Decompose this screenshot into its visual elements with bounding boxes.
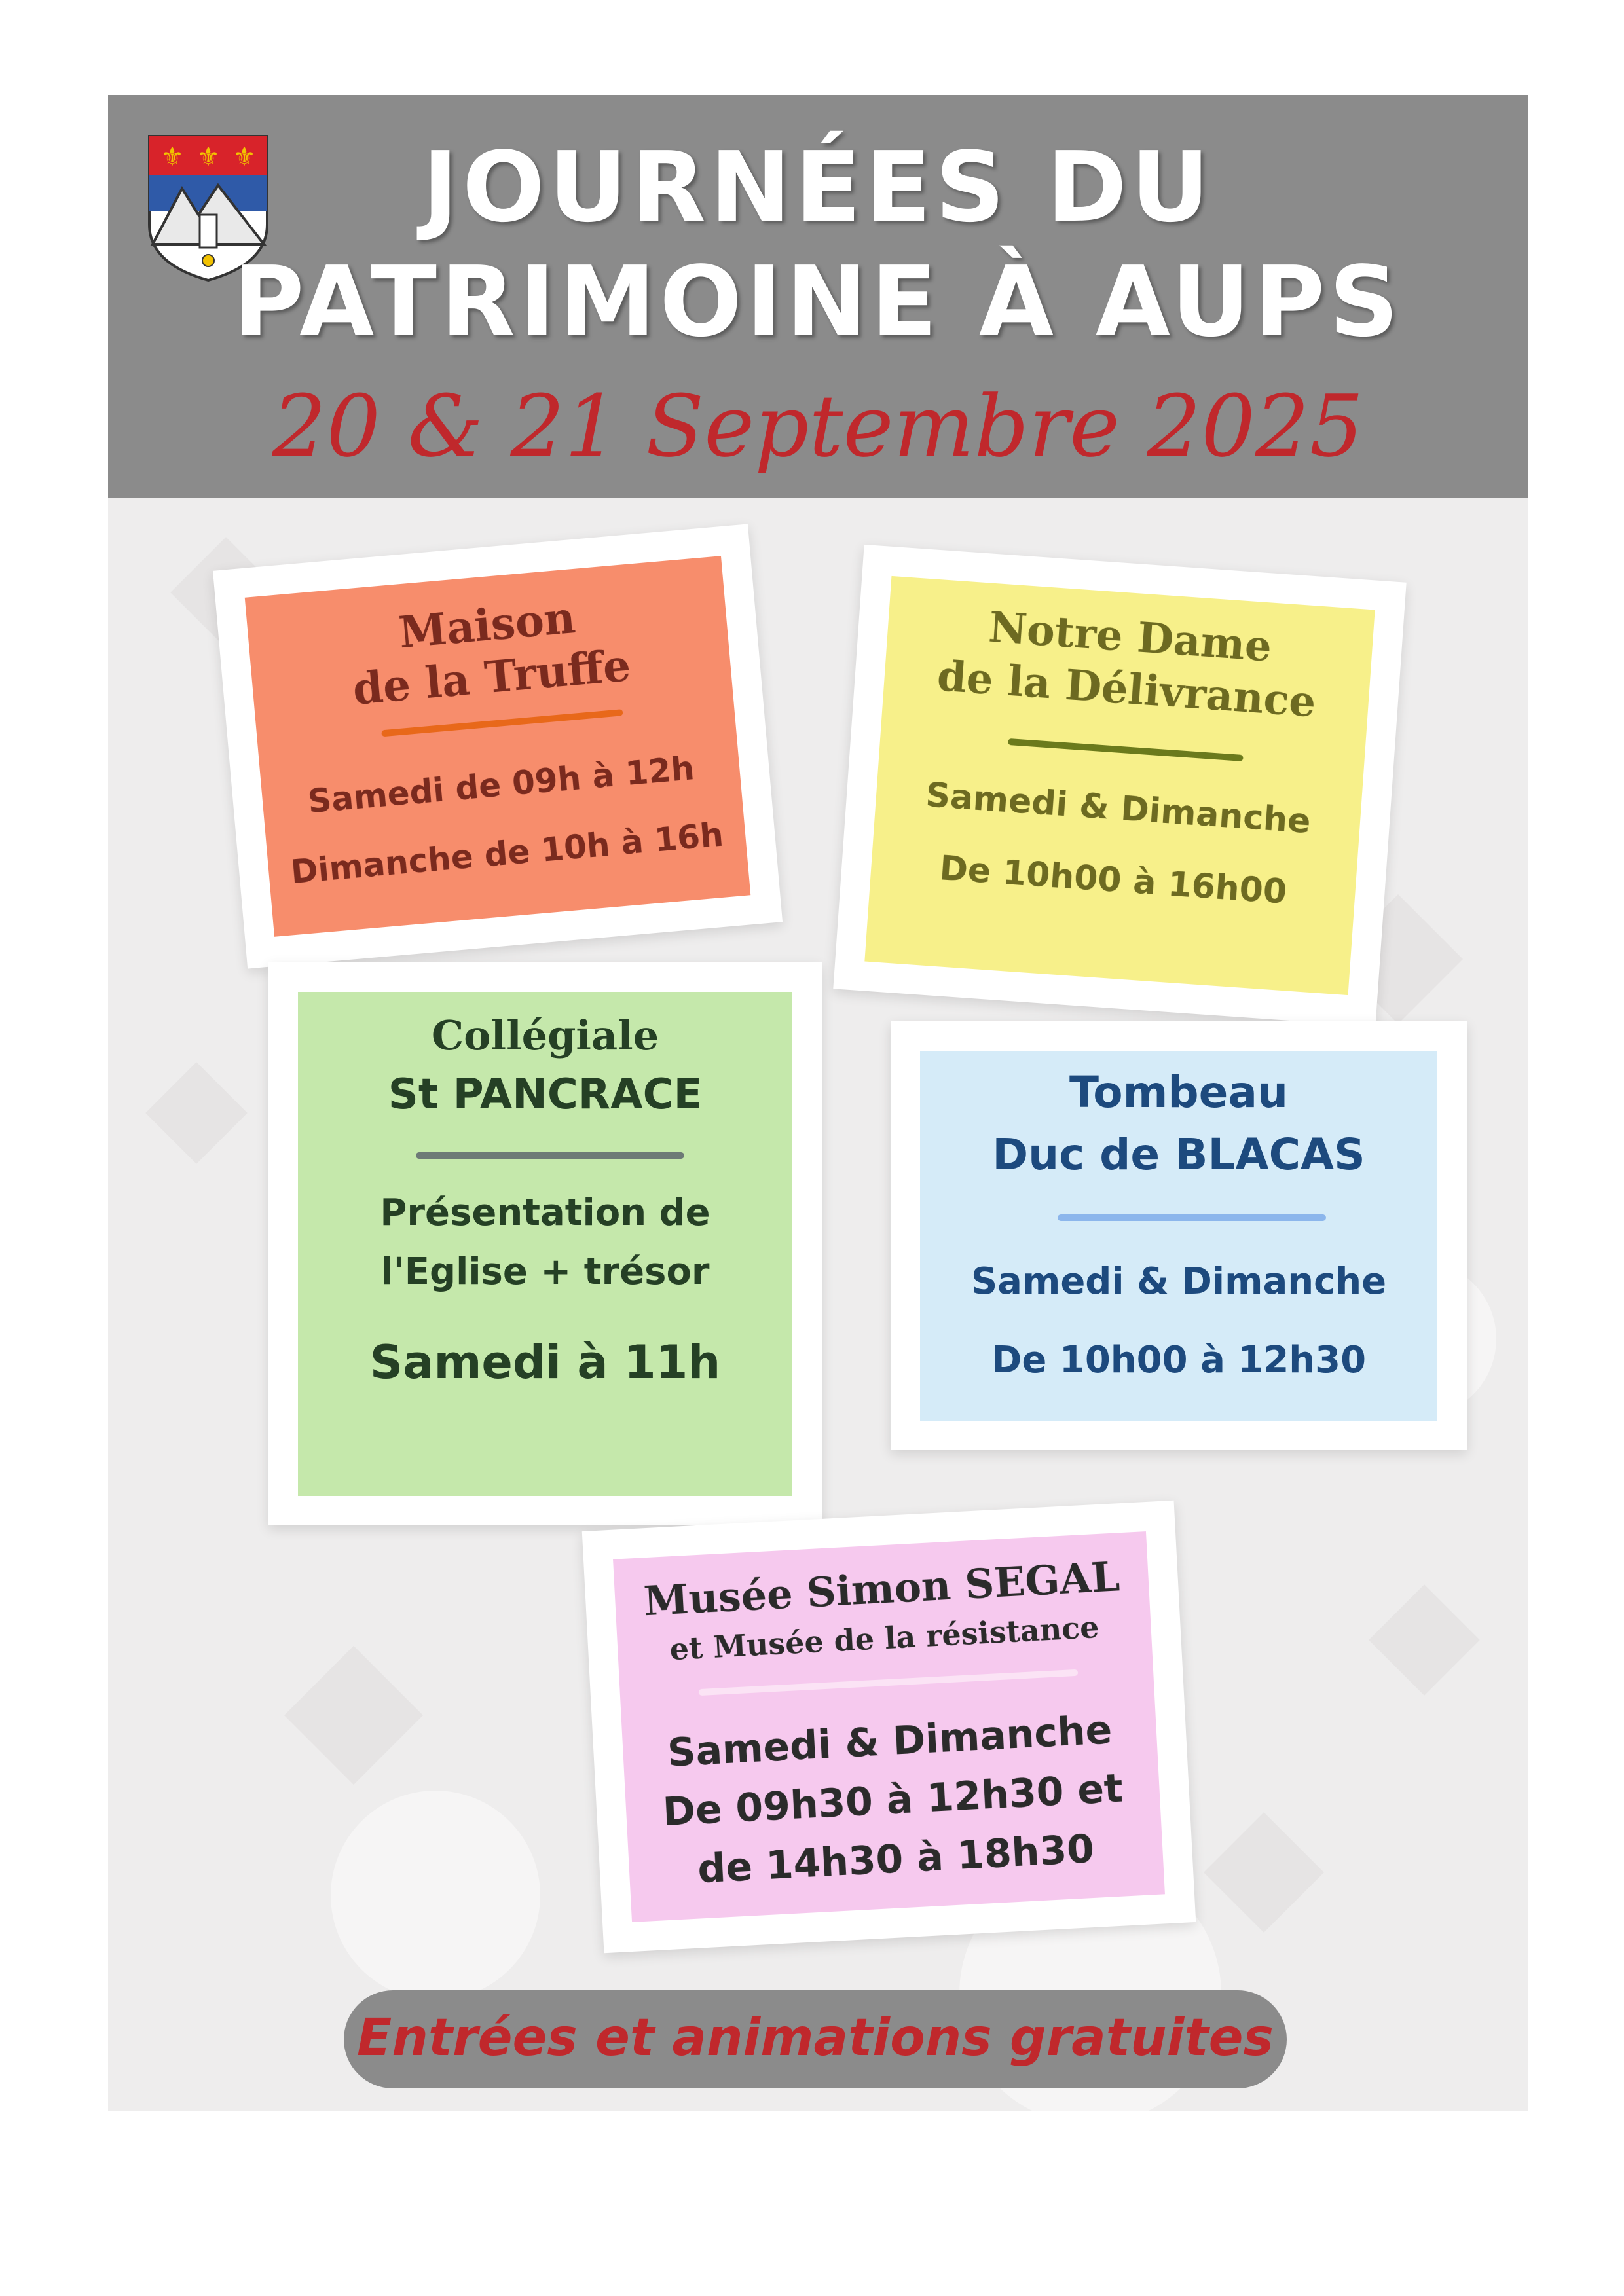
card-title-line: St PANCRACE <box>388 1070 703 1119</box>
card-detail: De 09h30 à 12h30 et <box>661 1765 1124 1836</box>
card-title-line: Duc de BLACAS <box>992 1129 1365 1180</box>
poster <box>108 95 1528 2111</box>
card-detail: Présentation de <box>380 1192 710 1234</box>
title-line-1: JOURNÉES DU <box>422 131 1214 244</box>
card-detail: Samedi de 09h à 12h <box>306 749 696 821</box>
card-divider <box>416 1152 684 1159</box>
card-musee-simon-segal <box>582 1501 1196 1953</box>
event-date: 20 & 21 Septembre 2025 <box>272 376 1364 476</box>
card-title-line: et Musée de la résistance <box>669 1609 1100 1667</box>
card-divider <box>381 709 623 737</box>
card-detail: Samedi & Dimanche <box>970 1260 1387 1303</box>
card-tombeau-duc-blacas <box>891 1021 1467 1450</box>
card-divider <box>699 1669 1079 1696</box>
free-entry-banner <box>344 1990 1287 2088</box>
card-title-line: Tombeau <box>1069 1067 1288 1118</box>
card-title-line: Collégiale <box>431 1011 659 1059</box>
card-title-line: Musée Simon SEGAL <box>642 1552 1121 1626</box>
card-divider <box>1058 1214 1326 1221</box>
card-detail: de 14h30 à 18h30 <box>696 1825 1096 1893</box>
free-entry-text: Entrées et animations gratuites <box>357 2009 1274 2068</box>
card-detail: De 10h00 à 12h30 <box>991 1339 1367 1381</box>
card-maison-truffe <box>213 524 783 968</box>
card-title-line: de la Truffe <box>350 640 633 715</box>
svg-text:⚜: ⚜ <box>232 142 256 172</box>
card-detail: Samedi & Dimanche <box>666 1707 1113 1776</box>
header-banner <box>108 95 1528 498</box>
card-title-line: de la Délivrance <box>935 651 1318 727</box>
card-divider <box>1008 738 1244 761</box>
card-detail: Dimanche de 10h à 16h <box>289 815 725 892</box>
svg-text:⚜: ⚜ <box>160 142 184 172</box>
card-detail: Samedi & Dimanche <box>924 775 1312 842</box>
card-detail: Samedi à 11h <box>369 1336 721 1389</box>
card-collegiale-st-pancrace <box>268 962 822 1525</box>
card-title-line: Notre Dame <box>987 602 1274 672</box>
card-title-line: Maison <box>396 592 578 659</box>
card-detail: l'Eglise + trésor <box>380 1250 710 1293</box>
card-detail: De 10h00 à 16h00 <box>938 848 1288 913</box>
card-notre-dame-delivrance <box>833 545 1406 1027</box>
svg-text:⚜: ⚜ <box>196 142 220 172</box>
title-line-2: PATRIMOINE À AUPS <box>233 246 1403 358</box>
